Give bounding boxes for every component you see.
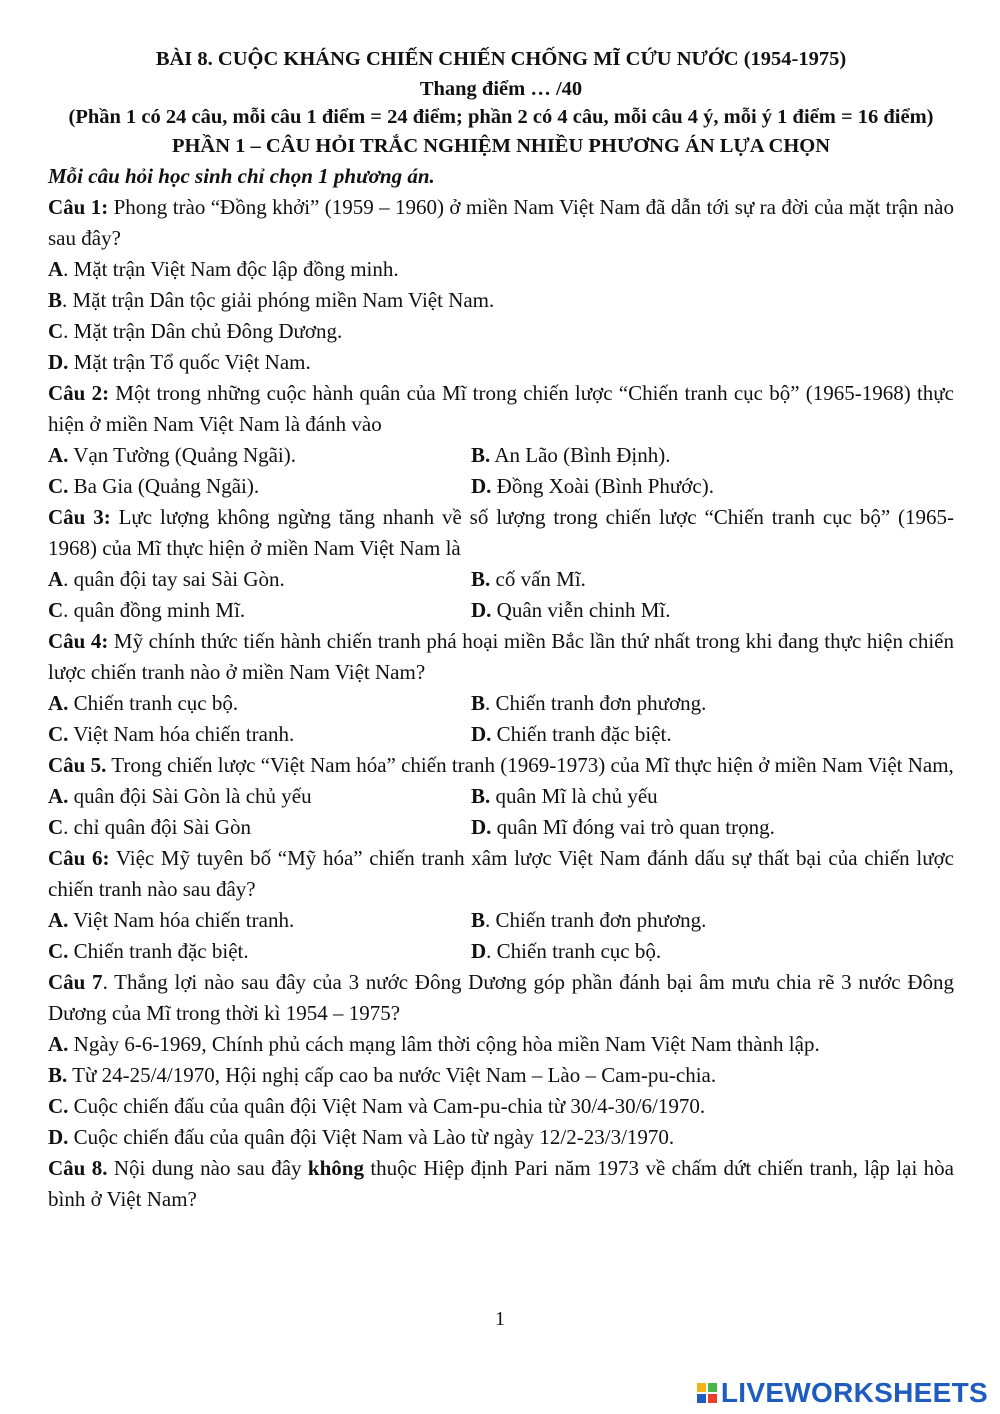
liveworksheets-logo bbox=[697, 1377, 988, 1409]
question-7-option-a[interactable]: A. Ngày 6-6-1969, Chính phủ cách mạng lâm thời cộng hòa miền Nam Việt Nam thành lập. bbox=[48, 1032, 820, 1056]
question-4-option-c[interactable]: C. Việt Nam hóa chiến tranh. bbox=[48, 722, 295, 746]
question-5-option-a[interactable]: A. quân đội Sài Gòn là chủ yếu bbox=[48, 784, 312, 808]
question-6-option-d[interactable]: D. Chiến tranh cục bộ. bbox=[471, 939, 662, 963]
question-6-option-a[interactable]: A. Việt Nam hóa chiến tranh. bbox=[48, 908, 295, 932]
worksheet-page bbox=[48, 44, 954, 1215]
question-6-option-c[interactable]: C. Chiến tranh đặc biệt. bbox=[48, 939, 249, 963]
logo-squares-icon bbox=[697, 1383, 717, 1403]
scoring-note: (Phần 1 có 24 câu, mỗi câu 1 điểm = 24 điểm; phần 2 có 4 câu, mỗi câu 4 ý, mỗi ý 1 điểm = 16 điểm) bbox=[68, 106, 934, 128]
question-3-option-b[interactable]: B. cố vấn Mĩ. bbox=[471, 567, 586, 591]
question-2-option-b[interactable]: B. An Lão (Bình Định). bbox=[471, 443, 671, 467]
question-1: Câu 1: Phong trào “Đồng khởi” (1959 – 1960) ở miền Nam Việt Nam đã dẫn tới sự ra đời của mặt trận nào sau đây? bbox=[48, 195, 954, 250]
logo-square bbox=[697, 1394, 706, 1403]
question-6: Câu 6: Việc Mỹ tuyên bố “Mỹ hóa” chiến tranh xâm lược Việt Nam đánh dấu sự thất bại của chiến lược chiến tranh nào sau đây? bbox=[48, 846, 954, 901]
question-1-option-c[interactable]: C. Mặt trận Dân chủ Đông Dương. bbox=[48, 319, 343, 343]
question-1-option-b[interactable]: B. Mặt trận Dân tộc giải phóng miền Nam Việt Nam. bbox=[48, 288, 495, 312]
question-2-option-d[interactable]: D. Đồng Xoài (Bình Phước). bbox=[471, 474, 714, 498]
page-number: 1 bbox=[495, 1308, 505, 1330]
question-5-option-d[interactable]: D. quân Mĩ đóng vai trò quan trọng. bbox=[471, 815, 775, 839]
question-3-option-a[interactable]: A. quân đội tay sai Sài Gòn. bbox=[48, 567, 285, 591]
question-6-option-b[interactable]: B. Chiến tranh đơn phương. bbox=[471, 908, 707, 932]
question-5: Câu 5. Trong chiến lược “Việt Nam hóa” chiến tranh (1969-1973) của Mĩ thực hiện ở miền Nam Việt Nam, bbox=[48, 753, 954, 777]
instruction: Mỗi câu hỏi học sinh chỉ chọn 1 phương án. bbox=[48, 164, 435, 188]
question-1-option-a[interactable]: A. Mặt trận Việt Nam độc lập đồng minh. bbox=[48, 257, 399, 281]
logo-text: LIVEWORKSHEETS bbox=[720, 1377, 988, 1408]
logo-square bbox=[697, 1383, 706, 1392]
question-2-option-a[interactable]: A. Vạn Tường (Quảng Ngãi). bbox=[48, 443, 297, 467]
question-2: Câu 2: Một trong những cuộc hành quân của Mĩ trong chiến lược “Chiến tranh cục bộ” (1965-1968) thực hiện ở miền Nam Việt Nam là đánh vào bbox=[48, 381, 954, 436]
lesson-title: BÀI 8. CUỘC KHÁNG CHIẾN CHIẾN CHỐNG MĨ CỨU NƯỚC (1954-1975) bbox=[155, 48, 847, 70]
question-3-option-c[interactable]: C. quân đồng minh Mĩ. bbox=[48, 598, 246, 622]
section-title: PHẦN 1 – CÂU HỎI TRẮC NGHIỆM NHIỀU PHƯƠNG ÁN LỰA CHỌN bbox=[171, 135, 831, 157]
question-5-option-b[interactable]: B. quân Mĩ là chủ yếu bbox=[471, 784, 658, 808]
question-1-option-d[interactable]: D. Mặt trận Tổ quốc Việt Nam. bbox=[48, 350, 311, 374]
question-7-option-c[interactable]: C. Cuộc chiến đấu của quân đội Việt Nam và Cam-pu-chia từ 30/4-30/6/1970. bbox=[48, 1094, 706, 1118]
logo-square bbox=[708, 1394, 717, 1403]
question-3: Câu 3: Lực lượng không ngừng tăng nhanh về số lượng trong chiến lược “Chiến tranh cục bộ” (1965-1968) của Mĩ thực hiện ở miền Nam Việt Nam là bbox=[48, 505, 954, 560]
logo-square bbox=[708, 1383, 717, 1392]
question-8: Câu 8. Nội dung nào sau đây không thuộc Hiệp định Pari năm 1973 về chấm dứt chiến tranh, lập lại hòa bình ở Việt Nam? bbox=[48, 1156, 954, 1211]
question-3-option-d[interactable]: D. Quân viễn chinh Mĩ. bbox=[471, 598, 671, 622]
question-7: Câu 7. Thắng lợi nào sau đây của 3 nước Đông Dương góp phần đánh bại âm mưu chia rẽ 3 nước Đông Dương của Mĩ trong thời kì 1954 – 1975? bbox=[48, 970, 954, 1025]
question-4-option-b[interactable]: B. Chiến tranh đơn phương. bbox=[471, 691, 707, 715]
question-5-option-c[interactable]: C. chỉ quân đội Sài Gòn bbox=[48, 815, 251, 839]
question-4: Câu 4: Mỹ chính thức tiến hành chiến tranh phá hoại miền Bắc lần thứ nhất trong khi đang thực hiện chiến lược chiến tranh nào ở miền Nam Việt Nam? bbox=[48, 629, 955, 684]
question-4-option-a[interactable]: A. Chiến tranh cục bộ. bbox=[48, 691, 239, 715]
question-7-option-b[interactable]: B. Từ 24-25/4/1970, Hội nghị cấp cao ba nước Việt Nam – Lào – Cam-pu-chia. bbox=[48, 1063, 717, 1087]
question-2-option-c[interactable]: C. Ba Gia (Quảng Ngãi). bbox=[48, 474, 260, 498]
question-4-option-d[interactable]: D. Chiến tranh đặc biệt. bbox=[471, 722, 672, 746]
question-7-option-d[interactable]: D. Cuộc chiến đấu của quân đội Việt Nam và Lào từ ngày 12/2-23/3/1970. bbox=[48, 1125, 675, 1149]
score-line: Thang điểm … /40 bbox=[419, 78, 583, 100]
